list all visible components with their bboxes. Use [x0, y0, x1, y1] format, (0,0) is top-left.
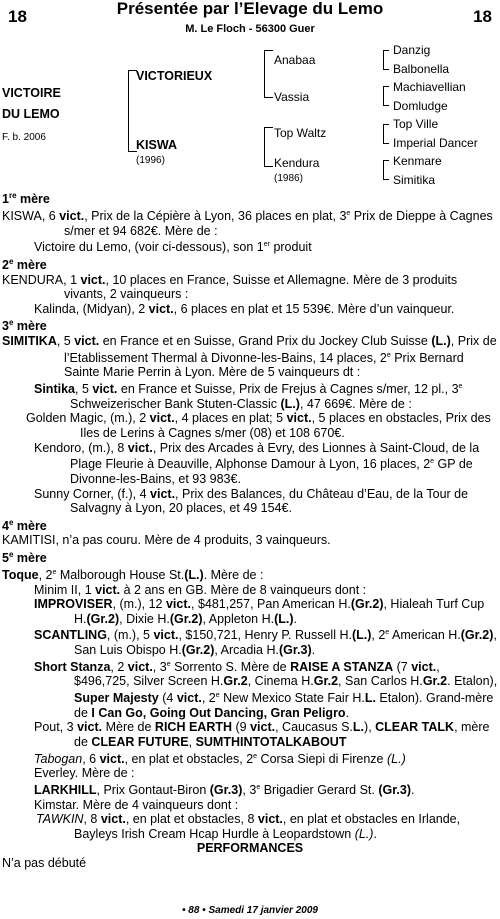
section-5e-mere: 5e mère: [2, 550, 47, 566]
gd-balbonella: Balbonella: [393, 62, 450, 76]
gd-danzig: Danzig: [393, 43, 431, 57]
entry-sunny-corner: Sunny Corner, (f.), 4 vict., Prix des Balances, du Château d’Eau, de la Tour de Salvagny à Lyon, 20 places, et 49 154€.: [34, 486, 469, 516]
lot-number-right: 18: [473, 7, 492, 26]
dam-year: (1996): [136, 155, 165, 166]
entry-simitika: SIMITIKA, 5 vict. en France et en Suisse, Grand Prix du Jockey Club Suisse (L.), Prix de l’Etablissement Thermal à Divonne-les-Bains, 14 places, 2e Prix Bernard Sainte Marie Perrin à Lyon. Mère de 5 vainqueurs dt :: [2, 334, 497, 380]
entry-victoire: Victoire du Lemo, (voir ci-dessous), son 1er produit: [34, 240, 312, 255]
entry-minim: Minim II, 1 vict. à 2 ans en GB. Mère de 8 vainqueurs dont :: [34, 582, 367, 597]
sire-dam: Vassia: [274, 90, 310, 104]
dam-sire: Top Waltz: [274, 126, 327, 140]
entry-kendura: KENDURA, 1 vict., 10 places en France, Suisse et Allemagne. Mère de 3 produits vivants, 2 vainqueurs :: [2, 272, 458, 302]
entry-sintika: Sintika, 5 vict. en France et Suisse, Prix de Frejus à Cagnes s/mer, 12 pl., 3e Schweizerischer Bank Stuten-Classic (L.), 47 669€. Mère de :: [34, 382, 463, 411]
entry-kamitisi: KAMITISI, n’a pas couru. Mère de 4 produits, 3 vainqueurs.: [2, 533, 331, 548]
entry-tawkin: TAWKIN, 8 vict., en plat et obstacles, 8 vict., en plat et obstacles en Irlande, Bayleys Irish Cream Hcap Hurdle à Leopardstown (L.).: [36, 812, 461, 841]
entry-larkhill: LARKHILL, Prix Gontaut-Biron (Gr.3), 3e Brigadier Gerard St. (Gr.3).: [34, 783, 415, 798]
entry-scantling: SCANTLING, (m.), 5 vict., $150,721, Henry P. Russell H.(L.), 2e American H.(Gr.2), San Luis Obispo H.(Gr.2), Arcadia H.(Gr.3).: [34, 628, 497, 658]
lot-number-left: 18: [8, 7, 27, 26]
entry-kiswa: KISWA, 6 vict., Prix de la Cépière à Lyon, 36 places en plat, 3e Prix de Dieppe à Cagnes s/mer et 94 682€. Mère de :: [2, 208, 493, 238]
dam: KISWA: [136, 138, 177, 152]
consignor: M. Le Floch - 56300 Guer: [185, 23, 315, 35]
bracket-sd: [383, 86, 389, 106]
page-title: Présentée par l’Elevage du Lemo: [116, 0, 384, 18]
bracket-dam: [264, 127, 273, 167]
entry-improviser: IMPROVISER, (m.), 12 vict., $481,257, Pan American H.(Gr.2), Hialeah Turf Cup H.(Gr.2), Dixie H.(Gr.2), Appleton H.(L.).: [34, 597, 485, 626]
horse-name-line2: DU LEMO: [2, 107, 60, 121]
entry-tabogan: Tabogan, 6 vict., en plat et obstacles, 2e Corsa Siepi di Firenze (L.): [34, 751, 406, 766]
entry-kalinda: Kalinda, (Midyan), 2 vict., 6 places en plat et 15 539€. Mère d’un vainqueur.: [34, 301, 455, 316]
entry-toque: Toque, 2e Malborough House St.(L.). Mère de :: [2, 567, 264, 582]
gd-domludge: Domludge: [393, 99, 448, 113]
bracket-sire: [264, 50, 273, 98]
gd-simitika: Simitika: [393, 173, 436, 187]
gd-kenmare: Kenmare: [393, 154, 442, 168]
entry-kimstar: Kimstar. Mère de 4 vainqueurs dont :: [34, 797, 239, 812]
dam-dam: Kendura: [274, 156, 320, 170]
section-2e-mere: 2e mère: [2, 256, 47, 272]
entry-everley: Everley. Mère de :: [34, 766, 135, 781]
performances-text: N’a pas débuté: [2, 856, 87, 871]
gd-top-ville: Top Ville: [393, 117, 439, 131]
section-1re-mere: 1re mère: [2, 191, 50, 207]
gd-machiavellian: Machiavellian: [393, 80, 466, 94]
gd-imperial-dancer: Imperial Dancer: [393, 136, 478, 150]
bracket-dd: [383, 160, 389, 180]
horse-info: F. b. 2006: [2, 132, 46, 143]
section-4e-mere: 4e mère: [2, 517, 47, 533]
bracket-ss: [383, 50, 389, 70]
dam-dam-year: (1986): [274, 173, 303, 184]
entry-short-stanza: Short Stanza, 2 vict., 3e Sorrento S. Mère de RAISE A STANZA (7 vict., $496,725, Silver Screen H.Gr.2, Cinema H.Gr.2, San Carlos H.Gr.2. Etalon), Super Majesty (4 vict., 2e New Mexico State Fair H.L. Etalon). Grand-mère de I Can Go, Going Out Dancing, Gran Peligro.: [34, 659, 498, 720]
entry-golden-magic: Golden Magic, (m.), 2 vict., 4 places en plat; 5 vict., 5 places en obstacles, Prix des Iles de Lerins à Cagnes s/mer (08) et 108 670€.: [26, 411, 491, 440]
entry-pout: Pout, 3 vict. Mère de RICH EARTH (9 vict., Caucasus S.L.), CLEAR TALK, mère de CLEAR FUTURE, SUMTHINTOTALKABOUT: [34, 720, 490, 749]
performances-title: PERFORMANCES: [196, 841, 304, 856]
horse-name-line1: VICTOIRE: [2, 86, 61, 100]
entry-kendoro: Kendoro, (m.), 8 vict., Prix des Arcades à Evry, des Lionnes à Saint-Cloud, de la Plage Fleurie à Deauville, Alphonse Damour à Lyon, 16 places, 2e GP de Divonne-les-Bains, et 93 983€.: [34, 440, 480, 486]
sire: VICTORIEUX: [136, 69, 213, 83]
family-notes: [2, 189, 498, 871]
sire-sire: Anabaa: [274, 53, 316, 67]
page-footer: • 88 • Samedi 17 janvier 2009: [182, 905, 318, 916]
section-3e-mere: 3e mère: [2, 318, 47, 334]
bracket-ds: [383, 124, 389, 144]
